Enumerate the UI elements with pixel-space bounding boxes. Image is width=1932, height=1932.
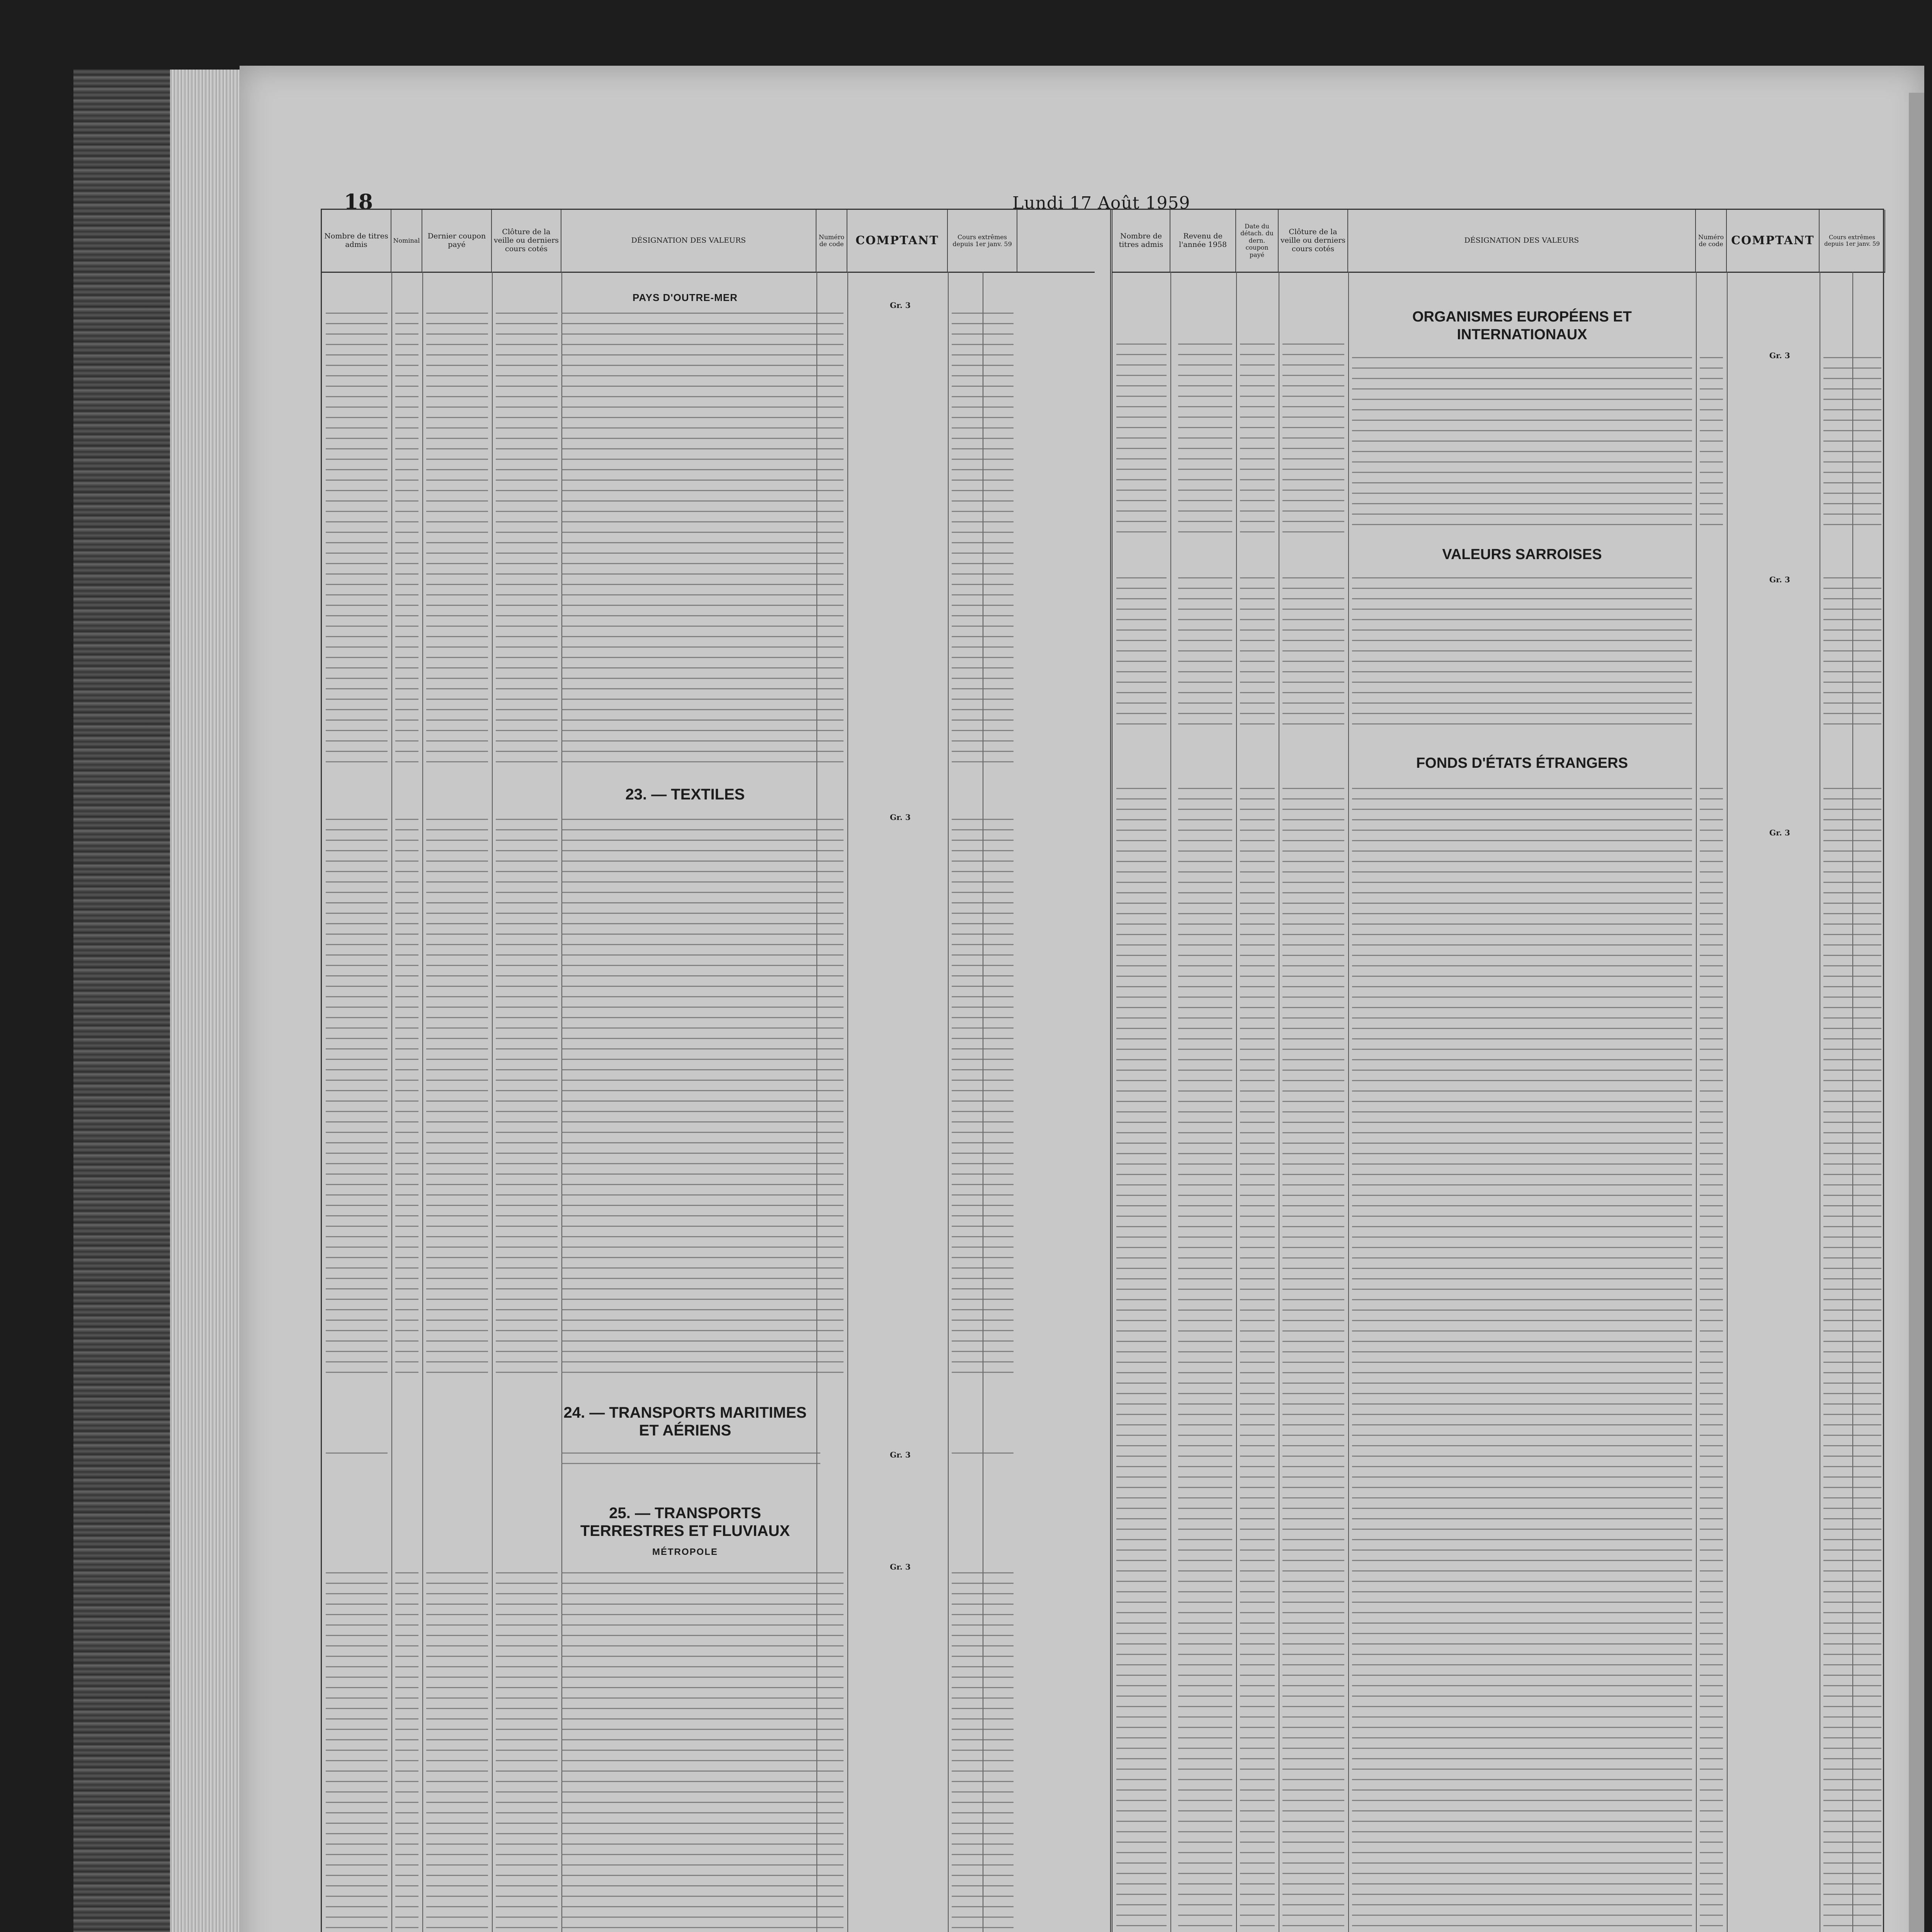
group-label: Gr. 3 (890, 813, 911, 822)
col-nombre-titres: Nombre de titres admis (322, 210, 391, 272)
group-label: Gr. 3 (890, 1450, 911, 1459)
listing-text-block (561, 1446, 820, 1473)
page-edge (1909, 93, 1924, 1932)
col-comptant: COMPTANT (847, 210, 948, 272)
page-date: Lundi 17 Août 1959 (1012, 193, 1190, 213)
col-nominal: Nominal (391, 210, 422, 272)
section-title: PAYS D'OUTRE-MER (632, 292, 738, 303)
col-cours-extremes: Cours extrêmes depuis 1er janv. 59 (1820, 210, 1885, 272)
listing-text-block (561, 306, 820, 766)
section-title: VALEURS SARROISES (1442, 546, 1602, 563)
left-header (322, 210, 1095, 273)
col-cours-extremes: Cours extrêmes depuis 1er janv. 59 (948, 210, 1017, 272)
section-subtitle: MÉTROPOLE (652, 1547, 718, 1557)
section-title: 23. — TEXTILES (625, 786, 745, 803)
col-nombre-titres: Nombre de titres admis (1112, 210, 1170, 272)
listing-table (321, 209, 1884, 1932)
group-label: Gr. 3 (1769, 575, 1790, 584)
col-revenu: Revenu de l'année 1958 (1170, 210, 1236, 272)
left-half (322, 210, 1095, 1932)
group-label: Gr. 3 (1769, 351, 1790, 360)
section-title: ORGANISMES EUROPÉENS ET INTERNATIONAUX (1412, 309, 1632, 343)
section-title: 24. — TRANSPORTS MARITIMES ET AÉRIENS (563, 1404, 807, 1439)
listing-text-block (1352, 782, 1692, 1932)
group-label: Gr. 3 (890, 301, 911, 310)
col-designation: DÉSIGNATION DES VALEURS (1348, 210, 1696, 272)
col-numero-code: Numéro de code (816, 210, 847, 272)
section-title: FONDS D'ÉTATS ÉTRANGERS (1416, 755, 1628, 771)
col-numero-code: Numéro de code (1696, 210, 1727, 272)
col-dernier-coupon: Dernier coupon payé (422, 210, 492, 272)
group-label: Gr. 3 (890, 1562, 911, 1571)
group-label: Gr. 3 (1769, 828, 1790, 837)
page-number: 18 (344, 189, 373, 214)
listing-text-block (561, 1566, 820, 1932)
listing-text-block (1352, 351, 1692, 532)
right-header (1112, 210, 1885, 273)
right-half (1110, 210, 1885, 1932)
col-date-detach: Date du détach. du dern. coupon payé (1236, 210, 1279, 272)
col-cloture: Clôture de la veille ou derniers cours cotés (1279, 210, 1348, 272)
section-title: 25. — TRANSPORTS TERRESTRES ET FLUVIAUX (580, 1505, 790, 1539)
col-comptant: COMPTANT (1727, 210, 1820, 272)
col-designation: DÉSIGNATION DES VALEURS (561, 210, 816, 272)
page-leaves (170, 70, 247, 1932)
listing-text-block (1352, 571, 1692, 733)
listing-text-block (561, 813, 820, 1381)
newspaper-page (240, 66, 1924, 1932)
col-cloture: Clôture de la veille ou derniers cours cotés (492, 210, 561, 272)
